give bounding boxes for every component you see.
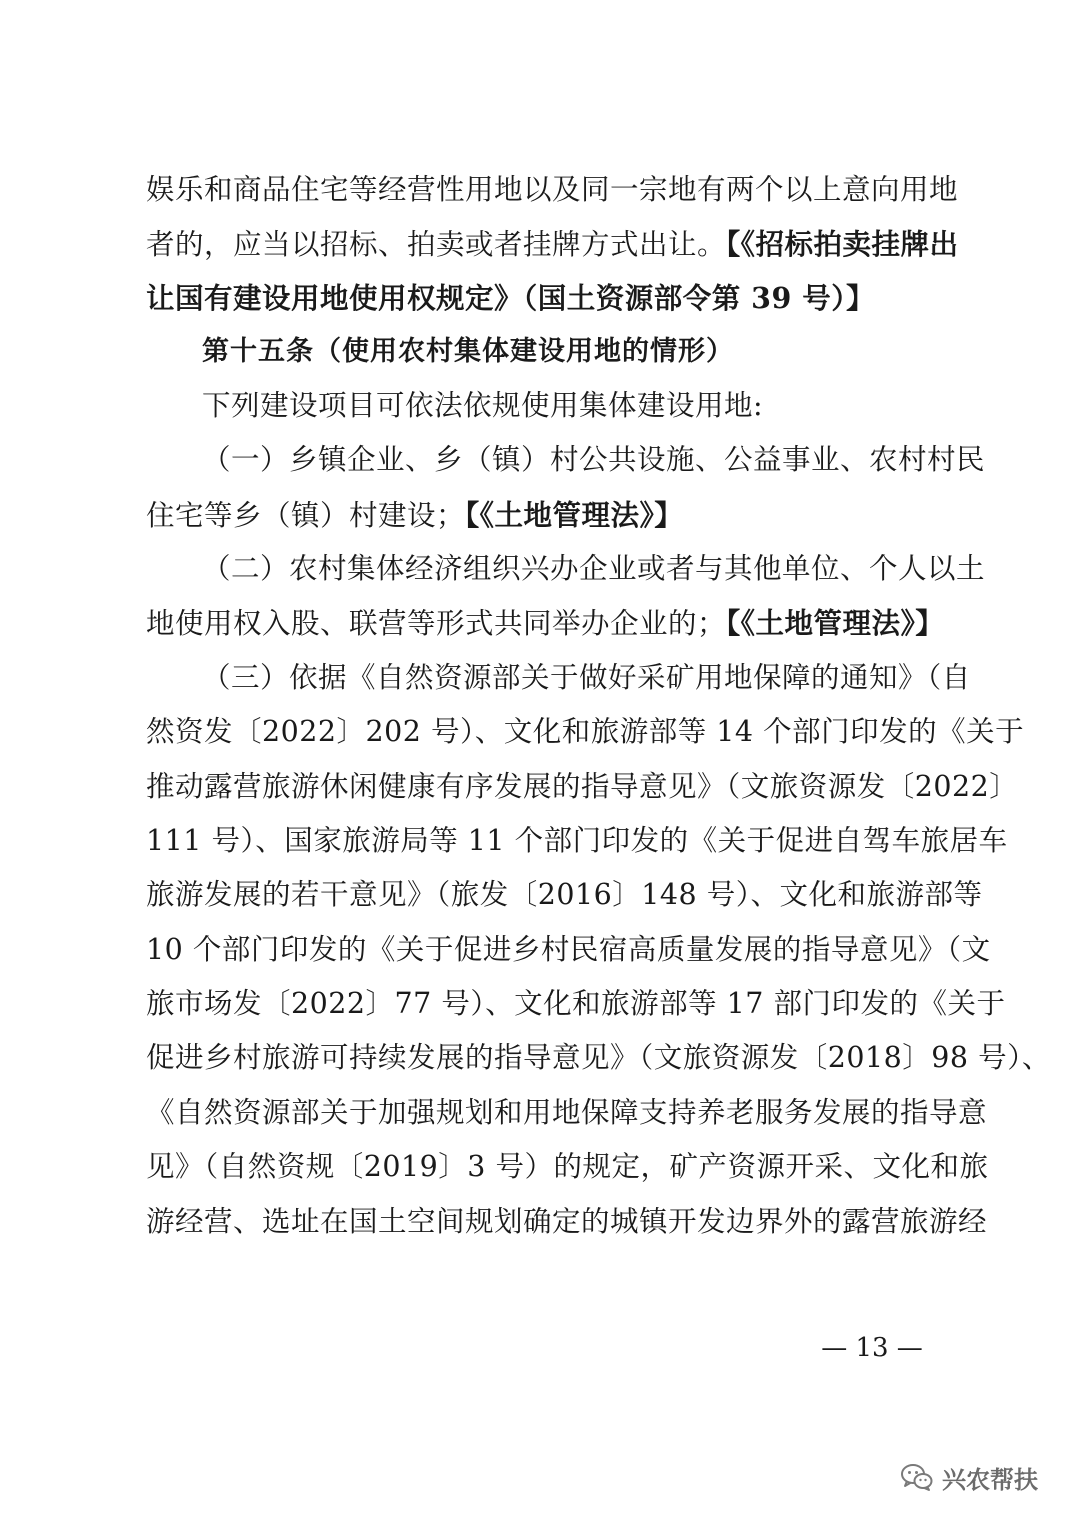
watermark: [900, 1452, 1060, 1502]
text-line: 《自然资源部关于加强规划和用地保障支持养老服务发展的指导意: [146, 1096, 988, 1129]
citation: 【《土地管理法》】: [465, 498, 684, 532]
wechat-icon: [900, 1460, 934, 1494]
text-line: （二）农村集体经济组织兴办企业或者与其他单位、个人以土: [202, 552, 986, 585]
text-line: 旅市场发〔2022〕77 号）、文化和旅游部等 17 部门印发的《关于: [146, 987, 1006, 1020]
text-line: 旅游发展的若干意见》（旅发〔2016〕148 号）、文化和旅游部等: [146, 878, 983, 911]
text-line: 见》（自然资规〔2019〕3 号）的规定，矿产资源开采、文化和旅: [146, 1150, 989, 1183]
citation: 【《招标拍卖挂牌出: [726, 227, 959, 261]
watermark-text: 兴农帮扶: [942, 1465, 1038, 1494]
text-line: 下列建设项目可依法依规使用集体建设用地:: [202, 389, 764, 422]
text-line: 推动露营旅游休闲健康有序发展的指导意见》（文旅资源发〔2022〕: [146, 770, 1019, 803]
text-line: （三）依据《自然资源部关于做好采矿用地保障的通知》（自: [202, 661, 971, 694]
text-line: 促进乡村旅游可持续发展的指导意见》（文旅资源发〔2018〕98 号）、: [146, 1041, 1051, 1074]
text-line: 然资发〔2022〕202 号）、文化和旅游部等 14 个部门印发的《关于: [146, 715, 1025, 748]
text-line: 10 个部门印发的《关于促进乡村民宿高质量发展的指导意见》（文: [146, 933, 991, 966]
citation: 【《土地管理法》】: [726, 606, 945, 640]
text-line: 者的，应当以招标、拍卖或者挂牌方式出让。【《招标拍卖挂牌出: [146, 227, 959, 261]
text-line: 住宅等乡（镇）村建设；【《土地管理法》】: [146, 498, 684, 532]
citation: 让国有建设用地使用权规定》（国土资源部令第 39 号）】: [146, 281, 876, 315]
article-heading: 第十五条（使用农村集体建设用地的情形）: [202, 336, 734, 367]
text-line: （一）乡镇企业、乡（镇）村公共设施、公益事业、农村村民: [202, 443, 986, 476]
page-number: — 13 —: [821, 1333, 923, 1363]
text-line: [146, 271, 938, 325]
text-line: 娱乐和商品住宅等经营性用地以及同一宗地有两个以上意向用地: [146, 173, 959, 206]
text-line: 111 号）、国家旅游局等 11 个部门印发的《关于促进自驾车旅居车: [146, 824, 1008, 857]
text-line: 地使用权入股、联营等形式共同举办企业的；【《土地管理法》】: [146, 606, 945, 640]
text-line: 游经营、选址在国土空间规划确定的城镇开发边界外的露营旅游经: [146, 1205, 988, 1238]
